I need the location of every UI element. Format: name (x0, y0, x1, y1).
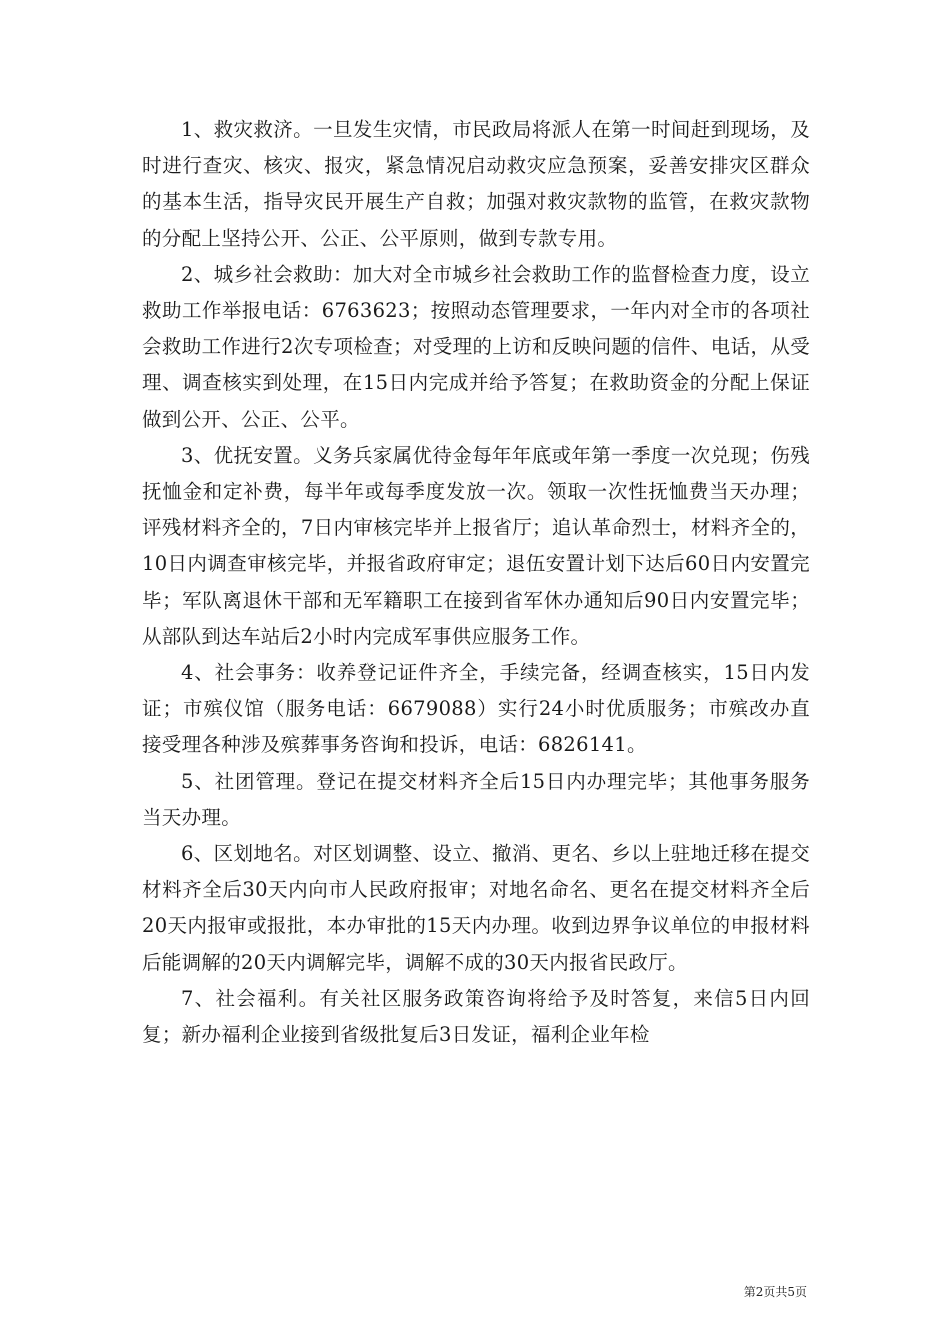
paragraph-disaster-relief: 1、救灾救济。一旦发生灾情，市民政局将派人在第一时间赶到现场，及时进行查灾、核灾、报灾，紧急情况启动救灾应急预案，妥善安排灾区群众的基本生活，指导灾民开展生产自救；加强对救灾款物的监管，在救灾款物的分配上坚持公开、公正、公平原则，做到专款专用。 (142, 118, 810, 250)
document-body (142, 112, 810, 1053)
paragraph-social-affairs: 4、社会事务：收养登记证件齐全，手续完备，经调查核实，15日内发证；市殡仪馆（服务电话：6679088）实行24小时优质服务；市殡改办直接受理各种涉及殡葬事务咨询和投诉，电话：6826141。 (142, 661, 810, 757)
paragraph-special-care-placement: 3、优抚安置。义务兵家属优待金每年年底或年第一季度一次兑现；伤残抚恤金和定补费，每半年或每季度发放一次。领取一次性抚恤费当天办理；评残材料齐全的，7日内审核完毕并上报省厅；追认革命烈士，材料齐全的，10日内调查审核完毕，并报省政府审定；退伍安置计划下达后60日内安置完毕；军队离退休干部和无军籍职工在接到省军休办通知后90日内安置完毕；从部队到达车站后2小时内完成军事供应服务工作。 (142, 443, 810, 648)
paragraph-association-management: 5、社团管理。登记在提交材料齐全后15日内办理完毕；其他事务服务当天办理。 (142, 769, 810, 829)
page-number-footer: 第2页共5页 (743, 1285, 807, 1299)
paragraph-zoning-place-names: 6、区划地名。对区划调整、设立、撤消、更名、乡以上驻地迁移在提交材料齐全后30天内向市人民政府报审；对地名命名、更名在提交材料齐全后20天内报审或报批，本办审批的15天内办理。收到边界争议单位的申报材料后能调解的20天内调解完毕，调解不成的30天内报省民政厅。 (142, 842, 810, 974)
paragraph-social-assistance: 2、城乡社会救助：加大对全市城乡社会救助工作的监督检查力度，设立救助工作举报电话：6763623；按照动态管理要求，一年内对全市的各项社会救助工作进行2次专项检查；对受理的上访和反映问题的信件、电话，从受理、调查核实到处理，在15日内完成并给予答复；在救助资金的分配上保证做到公开、公正、公平。 (142, 262, 810, 431)
paragraph-social-welfare: 7、社会福利。有关社区服务政策咨询将给予及时答复，来信5日内回复；新办福利企业接到省级批复后3日发证，福利企业年检 (142, 986, 810, 1047)
